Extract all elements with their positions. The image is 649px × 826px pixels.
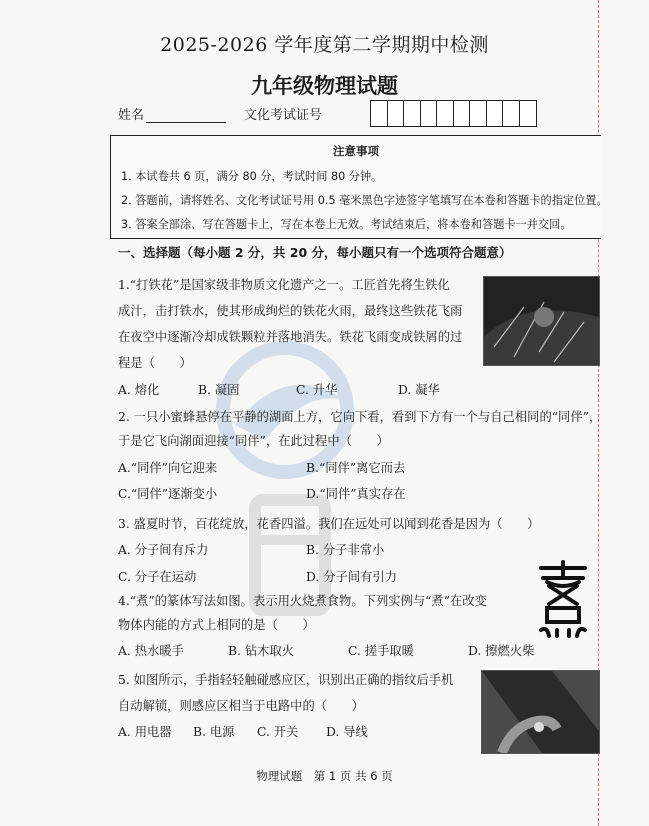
q4-option-d[interactable]: D. 擦燃火柴 [468, 644, 535, 658]
q1-line-3: 在夜空中逐渐冷却成铁颗粒并落地消失。铁花飞雨变成铁屑的过 [118, 330, 463, 344]
q4-line-1: 4.“煮”的篆体写法如图。表示用火烧煮食物。下列实例与“煮”在改变 [118, 594, 487, 608]
q2-option-d[interactable]: D.“同伴”真实存在 [306, 487, 406, 501]
q4-option-c[interactable]: C. 搓手取暖 [348, 644, 414, 658]
q5-option-d[interactable]: D. 导线 [326, 725, 368, 739]
q1-option-a[interactable]: A. 熔化 [118, 383, 160, 397]
exam-title: 2025-2026 学年度第二学期期中检测 [160, 34, 489, 56]
q1-option-b[interactable]: B. 凝固 [198, 383, 240, 397]
q2-line-1: 2. 一只小蜜蜂悬停在平静的湖面上方，它向下看，看到下方有一个与自己相同的“同伴”， [118, 410, 602, 424]
q5-option-c[interactable]: C. 开关 [257, 725, 299, 739]
id-label: 文化考试证号 [244, 108, 323, 123]
id-box[interactable] [387, 100, 405, 127]
notice-title: 注意事项 [333, 144, 379, 158]
name-blank-line[interactable] [146, 110, 226, 123]
id-box[interactable] [469, 100, 487, 127]
q5-line-1: 5. 如图所示，手指轻轻触碰感应区，识别出正确的指纹后手机 [118, 673, 454, 687]
notice-item-1: 1. 本试卷共 6 页，满分 80 分，考试时间 80 分钟。 [121, 170, 383, 183]
page-footer: 物理试题 第 1 页 共 6 页 [256, 769, 393, 783]
q2-option-b[interactable]: B.“同伴”离它而去 [306, 461, 406, 475]
q1-line-1: 1.“打铁花”是国家级非物质文化遗产之一。工匠首先将生铁化 [118, 278, 450, 292]
id-number-boxes[interactable] [370, 100, 535, 127]
q1-option-c[interactable]: C. 升华 [296, 383, 338, 397]
phone-fingerprint-photo [481, 670, 600, 754]
id-box[interactable] [486, 100, 504, 127]
q3-option-a[interactable]: A. 分子间有斥力 [118, 543, 209, 557]
q3-option-b[interactable]: B. 分子非常小 [306, 543, 385, 557]
iron-flowers-photo [483, 276, 600, 366]
q1-line-2: 成汁，击打铁水，使其形成绚烂的铁花火雨，最终这些铁花飞雨 [118, 304, 463, 318]
q3-option-d[interactable]: D. 分子间有引力 [306, 570, 398, 584]
q5-line-2: 自动解锁，则感应区相当于电路中的（ ） [118, 699, 364, 713]
notice-item-3: 3. 答案全部涂、写在答题卡上，写在本卷上无效。考试结束后，将本卷和答题卡一并交回。 [121, 218, 572, 231]
watermark-logo [195, 330, 425, 630]
name-field[interactable] [118, 104, 226, 123]
id-box[interactable] [436, 100, 454, 127]
q2-option-a[interactable]: A.“同伴”向它迎来 [118, 461, 218, 475]
id-box[interactable] [370, 100, 388, 127]
q2-option-c[interactable]: C.“同伴”逐渐变小 [118, 487, 218, 501]
fingerprint-image [482, 671, 599, 753]
q3-option-c[interactable]: C. 分子在运动 [118, 570, 197, 584]
exam-subtitle: 九年级物理试题 [251, 74, 398, 98]
q4-option-a[interactable]: A. 热水暖手 [118, 644, 184, 658]
q5-option-b[interactable]: B. 电源 [193, 725, 235, 739]
name-label: 姓名 [118, 108, 145, 123]
section-heading: 一、选择题（每小题 2 分，共 20 分，每小题只有一个选项符合题意） [118, 245, 512, 260]
id-box[interactable] [502, 100, 520, 127]
q5-option-a[interactable]: A. 用电器 [118, 725, 172, 739]
q4-line-2: 物体内能的方式上相同的是（ ） [118, 618, 315, 632]
notice-box [110, 135, 608, 239]
id-box[interactable] [403, 100, 421, 127]
q2-line-2: 于是它飞向湖面迎接“同伴”，在此过程中（ ） [118, 434, 389, 448]
id-box[interactable] [519, 100, 537, 127]
notice-item-2: 2. 答题前，请将姓名、文化考试证号用 0.5 毫米黑色字迹签字笔填写在本卷和答题卡的指定位置。 [121, 194, 608, 207]
q1-line-4: 程是（ ） [118, 356, 192, 370]
q3-line-1: 3. 盛夏时节，百花绽放，花香四溢。我们在远处可以闻到花香是因为（ ） [118, 517, 540, 531]
zhu-seal-script-image [533, 560, 593, 638]
iron-flowers-image [484, 277, 599, 365]
q4-option-b[interactable]: B. 钻木取火 [228, 644, 295, 658]
q1-option-d[interactable]: D. 凝华 [398, 383, 440, 397]
id-box[interactable] [453, 100, 471, 127]
id-box[interactable] [420, 100, 438, 127]
